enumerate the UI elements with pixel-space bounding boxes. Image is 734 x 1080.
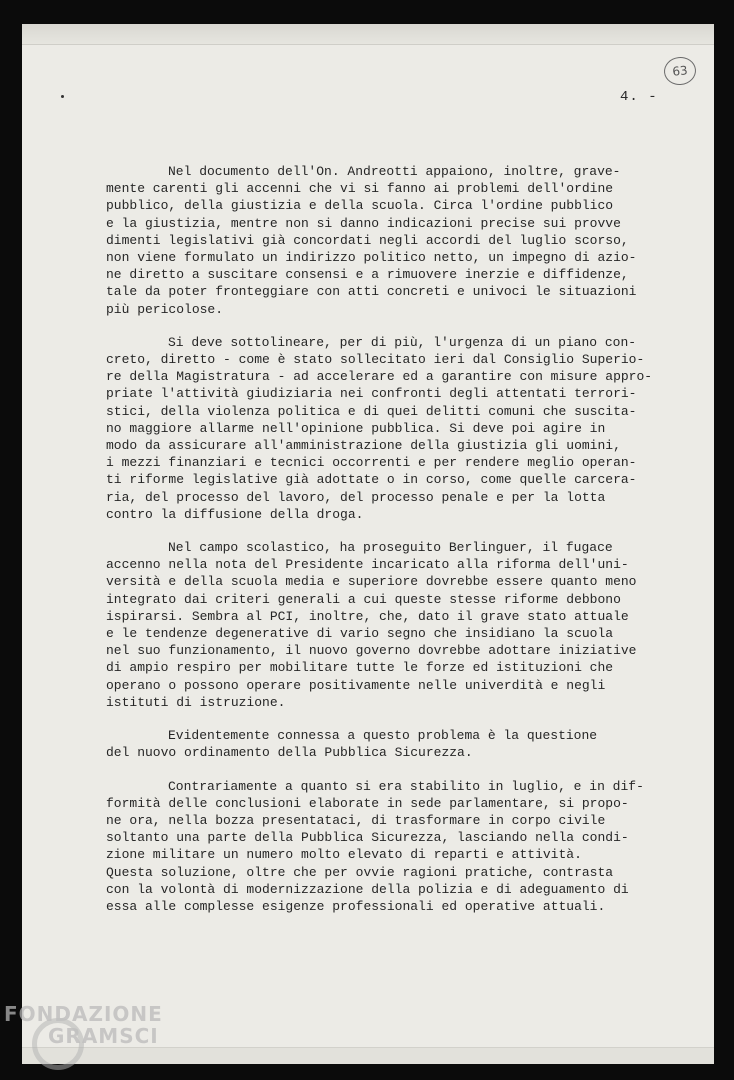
text-line: versità e della scuola media e superiore dovrebbe essere quanto meno: [106, 574, 637, 590]
text-line: priate l'attività giudiziaria nei confronti degli attentati terrori-: [106, 386, 637, 402]
text-line: Nel campo scolastico, ha proseguito Berlinguer, il fugace: [168, 540, 613, 556]
text-line: e la giustizia, mentre non si danno indicazioni precise sui provve: [106, 215, 621, 231]
text-line: Questa soluzione, oltre che per ovvie ragioni pratiche, contrasta: [106, 864, 614, 880]
watermark-line-1: FONDAZIONE: [4, 1002, 163, 1026]
text-line: con la volontà di modernizzazione della polizia e di adeguamento di: [106, 881, 629, 897]
text-line: essa alle complesse esigenze professionali ed operative attuali.: [106, 898, 606, 914]
text-line: i mezzi finanziari e tecnici occorrenti e per rendere meglio operan-: [106, 455, 637, 471]
text-line: Nel documento dell'On. Andreotti appaiono, inoltre, grave-: [168, 164, 621, 179]
text-line: pubblico, della giustizia e della scuola. Circa l'ordine pubblico: [106, 198, 614, 214]
text-line: tale da poter fronteggiare con atti concreti e univoci le situazioni: [106, 284, 637, 300]
text-line: formità delle conclusioni elaborate in sede parlamentare, si propo-: [106, 795, 629, 811]
paragraph: [106, 334, 696, 523]
fondazione-gramsci-watermark: [4, 1002, 163, 1048]
paragraph: [106, 778, 696, 916]
page-number: 4. -: [620, 89, 658, 105]
text-line: operano o possono operare positivamente nelle univerdità e negli: [106, 677, 606, 693]
text-line: e le tendenze degenerative di vario segno che insidiano la scuola: [106, 626, 614, 642]
text-line: più pericolose.: [106, 301, 224, 317]
text-line: stici, della violenza politica e di quei delitti comuni che suscita-: [106, 403, 637, 419]
paragraph: [106, 727, 696, 761]
text-line: Contrariamente a quanto si era stabilito in luglio, e in dif-: [168, 778, 644, 794]
archive-stamp: 63: [663, 55, 698, 86]
text-line: modo da assicurare all'amministrazione della giustizia gli uomini,: [106, 438, 621, 454]
watermark-logo-icon: [32, 1018, 84, 1070]
text-line: soltanto una parte della Pubblica Sicurezza, lasciando nella condi-: [106, 830, 629, 846]
text-line: re della Magistratura - ad accelerare ed a garantire con misure appro-: [106, 369, 653, 385]
page-bottom-edge: [22, 1047, 714, 1064]
text-line: contro la diffusione della droga.: [106, 506, 364, 522]
text-line: creto, diretto - come è stato sollecitato ieri dal Consiglio Superio-: [106, 352, 645, 368]
paragraph: [106, 163, 696, 318]
text-line: ne diretto a suscitare consensi e a rimuovere inerzie e diffidenze,: [106, 267, 629, 283]
text-line: ne ora, nella bozza presentataci, di trasformare in corpo civile: [106, 812, 606, 828]
text-line: dimenti legislativi già concordati negli accordi del luglio scorso,: [106, 232, 629, 248]
text-line: ria, del processo del lavoro, del processo penale e per la lotta: [106, 489, 606, 505]
text-line: no maggiore allarme nell'opinione pubblica. Si deve poi agire in: [106, 420, 606, 436]
text-line: Evidentemente connessa a questo problema è la questione: [168, 728, 598, 744]
text-line: integrato dai criteri generali a cui queste stesse riforme debbono: [106, 591, 621, 607]
text-line: del nuovo ordinamento della Pubblica Sicurezza.: [106, 745, 473, 761]
text-line: non viene formulato un indirizzo politico netto, un impegno di azio-: [106, 250, 637, 266]
watermark-line-2: GRAMSCI: [48, 1024, 159, 1048]
text-line: accenno nella nota del Presidente incaricato alla riforma dell'uni-: [106, 557, 629, 573]
text-line: ispirarsi. Sembra al PCI, inoltre, che, dato il grave stato attuale: [106, 608, 629, 624]
document-body: [106, 163, 696, 931]
text-line: mente carenti gli accenni che vi si fanno ai problemi dell'ordine: [106, 181, 614, 197]
text-line: Si deve sottolineare, per di più, l'urgenza di un piano con-: [168, 334, 637, 350]
text-line: zione militare un numero molto elevato di reparti e attività.: [106, 847, 582, 863]
text-line: ti riforme legislative già adottate o in corso, come quelle carcera-: [106, 472, 637, 488]
paragraph: [106, 539, 696, 711]
text-line: nel suo funzionamento, il nuovo governo dovrebbe adottare iniziative: [106, 643, 637, 659]
text-line: di ampio respiro per mobilitare tutte le forze ed istituzioni che: [106, 660, 614, 676]
margin-dot: [61, 95, 64, 98]
text-line: istituti di istruzione.: [106, 694, 286, 710]
page-top-edge: [22, 24, 714, 45]
